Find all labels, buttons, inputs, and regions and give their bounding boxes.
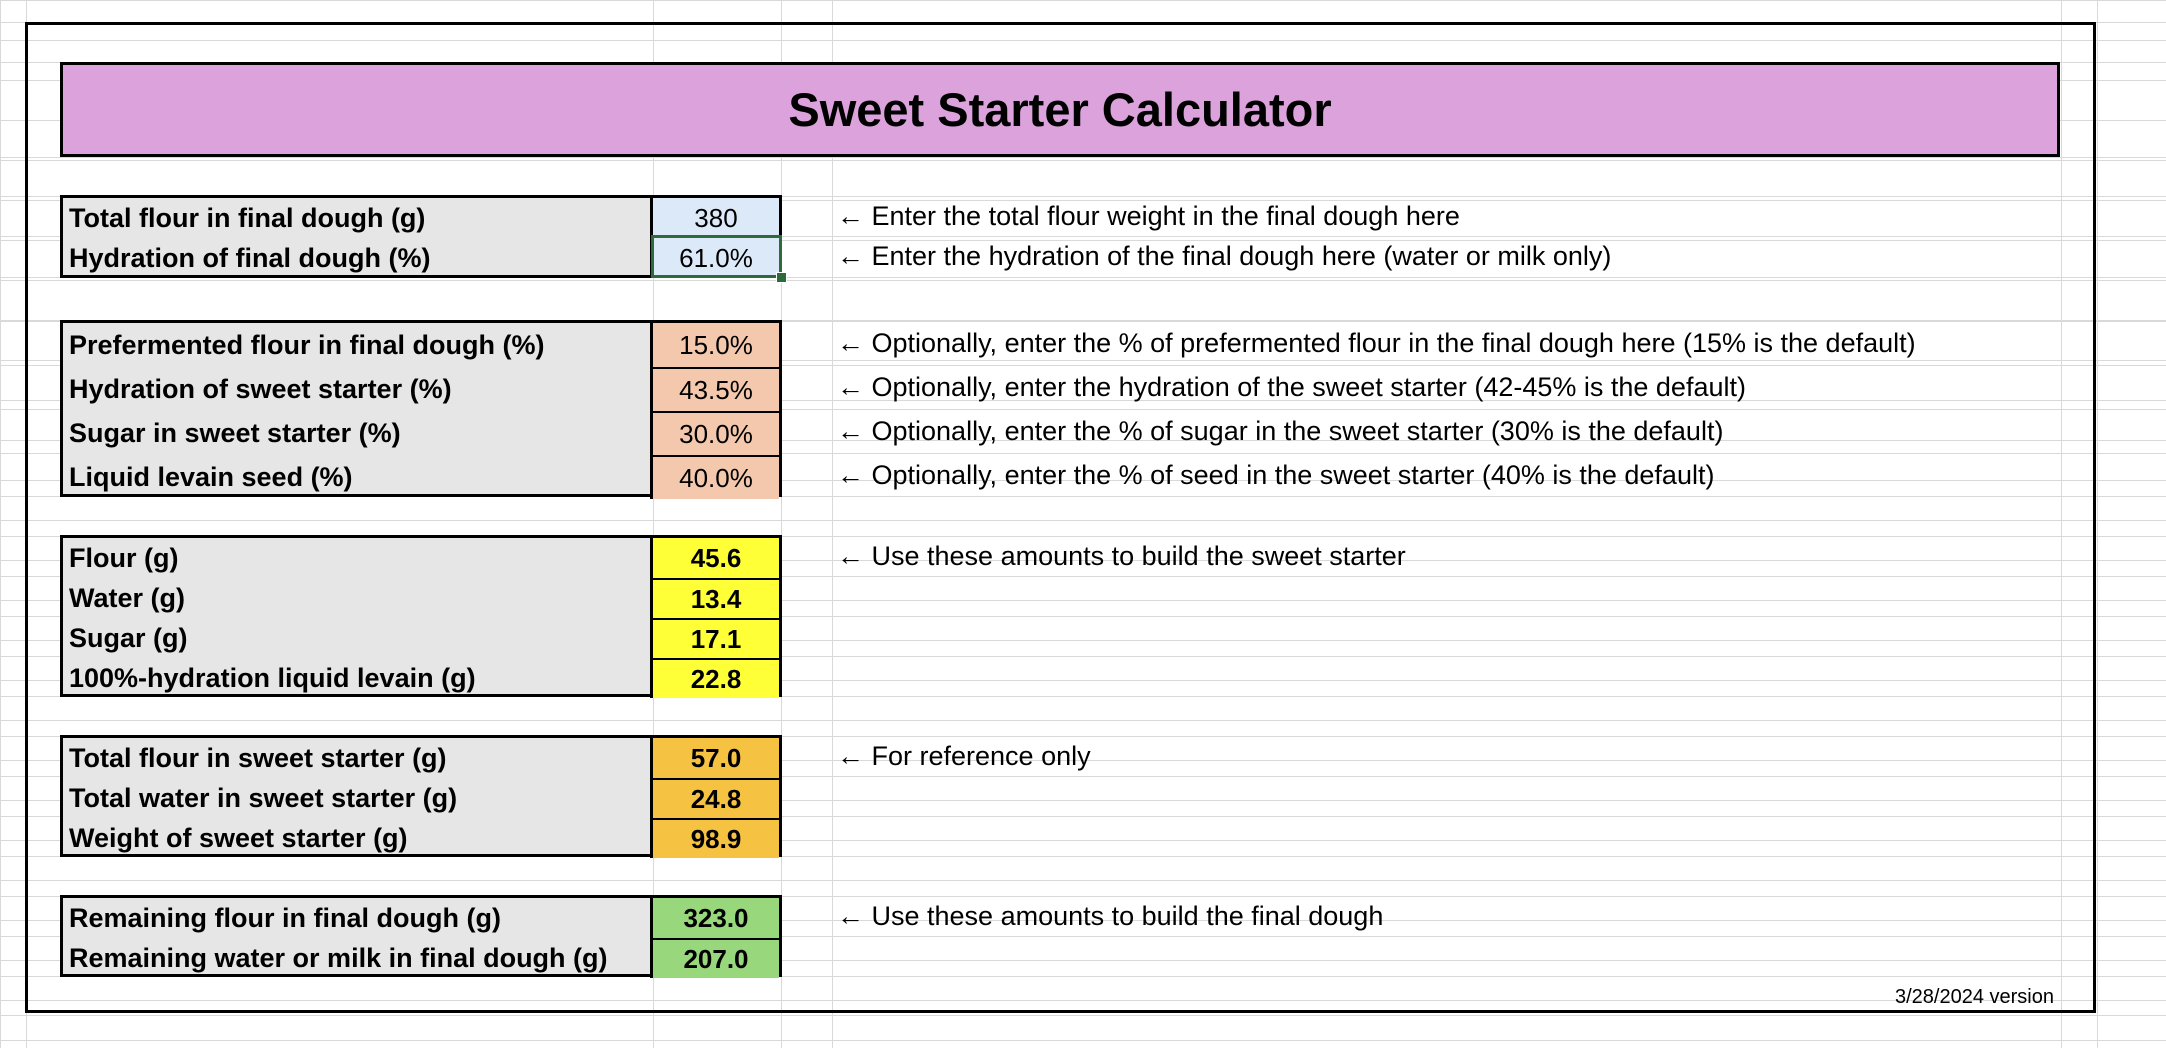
final-water-value[interactable]: 207.0	[653, 938, 779, 978]
note-starter-hydration: ← Optionally, enter the hydration of the sweet starter (42-45% is the default)	[837, 372, 1746, 402]
build-sugar-row	[63, 618, 779, 658]
levain-seed-row	[63, 455, 779, 499]
page-title: Sweet Starter Calculator	[788, 83, 1332, 136]
sugar-percent-row	[63, 411, 779, 455]
note-final: ← Use these amounts to build the final dough	[837, 901, 1384, 931]
build-levain-value[interactable]: 22.8	[653, 658, 779, 698]
levain-seed-label: Liquid levain seed (%)	[63, 455, 653, 499]
total-flour-input[interactable]: 380	[653, 198, 779, 238]
ref-weight-row	[63, 818, 779, 858]
levain-seed-input[interactable]: 40.0%	[653, 455, 779, 499]
total-flour-label: Total flour in final dough (g)	[63, 198, 653, 238]
title-banner[interactable]	[60, 62, 2060, 157]
build-levain-row	[63, 658, 779, 698]
final-dough-amounts	[60, 895, 782, 977]
final-flour-row	[63, 898, 779, 938]
optional-parameters	[60, 320, 782, 497]
note-hydration: ← Enter the hydration of the final dough here (water or milk only)	[837, 241, 1612, 271]
build-flour-row	[63, 538, 779, 578]
ref-flour-row	[63, 738, 779, 778]
total-flour-row	[63, 198, 779, 238]
note-build: ← Use these amounts to build the sweet starter	[837, 541, 1406, 571]
fill-handle[interactable]	[776, 272, 787, 283]
final-flour-value[interactable]: 323.0	[653, 898, 779, 938]
build-sugar-label: Sugar (g)	[63, 618, 653, 658]
note-total-flour: ← Enter the total flour weight in the final dough here	[837, 201, 1460, 231]
reference-totals	[60, 735, 782, 857]
version-label: 3/28/2024 version	[1894, 986, 2054, 1008]
final-water-label: Remaining water or milk in final dough (g)	[63, 938, 653, 978]
build-sugar-value[interactable]: 17.1	[653, 618, 779, 658]
note-seed: ← Optionally, enter the % of seed in the sweet starter (40% is the default)	[837, 460, 1715, 490]
ref-water-label: Total water in sweet starter (g)	[63, 778, 653, 818]
build-levain-label: 100%-hydration liquid levain (g)	[63, 658, 653, 698]
sheet-outer-frame	[25, 22, 2096, 1013]
hydration-row	[63, 238, 779, 278]
preferment-label: Prefermented flour in final dough (%)	[63, 323, 653, 367]
final-water-row	[63, 938, 779, 978]
build-flour-label: Flour (g)	[63, 538, 653, 578]
grid-row-line	[0, 1015, 2166, 1016]
final-flour-label: Remaining flour in final dough (g)	[63, 898, 653, 938]
hydration-label: Hydration of final dough (%)	[63, 238, 653, 278]
ref-weight-value[interactable]: 98.9	[653, 818, 779, 858]
hydration-input[interactable]: 61.0%	[653, 238, 779, 278]
note-reference: ← For reference only	[837, 741, 1091, 771]
build-water-row	[63, 578, 779, 618]
preferment-row	[63, 323, 779, 367]
final-dough-inputs	[60, 195, 782, 278]
ref-water-row	[63, 778, 779, 818]
sugar-percent-input[interactable]: 30.0%	[653, 411, 779, 455]
ref-water-value[interactable]: 24.8	[653, 778, 779, 818]
starter-hydration-input[interactable]: 43.5%	[653, 367, 779, 411]
sweet-starter-build	[60, 535, 782, 697]
build-water-value[interactable]: 13.4	[653, 578, 779, 618]
ref-weight-label: Weight of sweet starter (g)	[63, 818, 653, 858]
starter-hydration-label: Hydration of sweet starter (%)	[63, 367, 653, 411]
ref-flour-label: Total flour in sweet starter (g)	[63, 738, 653, 778]
starter-hydration-row	[63, 367, 779, 411]
build-water-label: Water (g)	[63, 578, 653, 618]
preferment-input[interactable]: 15.0%	[653, 323, 779, 367]
build-flour-value[interactable]: 45.6	[653, 538, 779, 578]
sugar-percent-label: Sugar in sweet starter (%)	[63, 411, 653, 455]
note-preferment: ← Optionally, enter the % of prefermented flour in the final dough here (15% is the default)	[837, 328, 1916, 358]
note-sugar: ← Optionally, enter the % of sugar in the sweet starter (30% is the default)	[837, 416, 1724, 446]
ref-flour-value[interactable]: 57.0	[653, 738, 779, 778]
